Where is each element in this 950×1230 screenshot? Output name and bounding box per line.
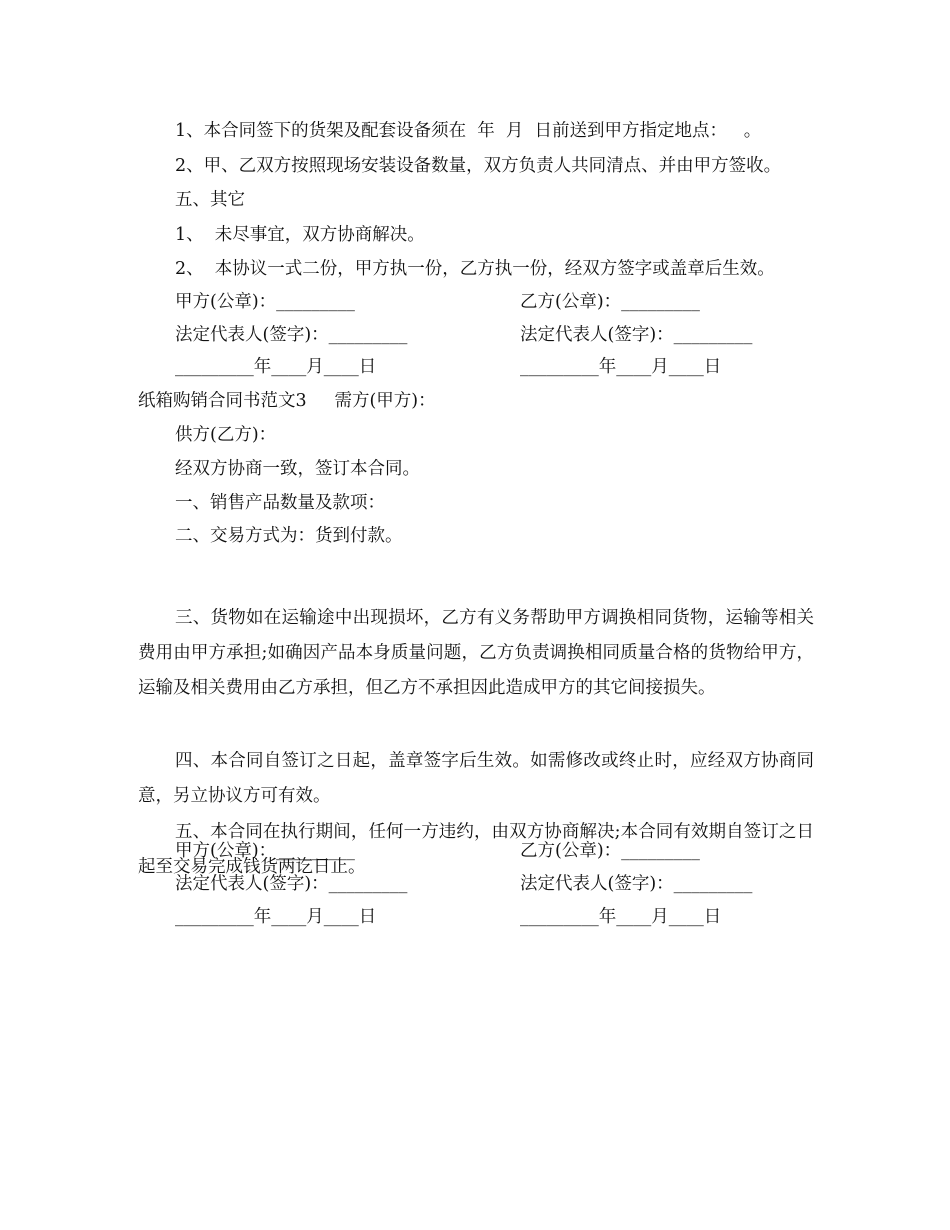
section-heading-other: 五、其它 [175, 190, 245, 210]
party-b-representative: 法定代表人(签字)：_________ [520, 325, 753, 345]
other-item-2: 2、 本协议一式二份，甲方执一份，乙方执一份，经双方签字或盖章后生效。 [175, 259, 775, 279]
clause-4: 四、本合同自签订之日起，盖章签字后生效。如需修改或终止时，应经双方协商同意，另立协议方可有效。 [138, 751, 814, 807]
intro-line: 经双方协商一致，签订本合同。 [175, 459, 420, 479]
clause-1: 一、销售产品数量及款项： [175, 493, 385, 513]
party-a-seal: 甲方(公章)：_________ [175, 292, 355, 312]
supplier-line: 供方(乙方)： [175, 425, 277, 445]
acceptance-clause: 2、甲、乙双方按照现场安装设备数量，双方负责人共同清点、并由甲方签收。 [175, 156, 782, 176]
party-a-date: _________年____月____日 [175, 357, 377, 377]
delivery-clause: 1、本合同签下的货架及配套设备须在 年 月 日前送到甲方指定地点： 。 [175, 121, 762, 141]
clause-5: 五、本合同在执行期间，任何一方违约，由双方协商解决;本合同有效期自签订之日起至交易完成钱货两讫日止。 [138, 822, 814, 878]
party-b-seal: 乙方(公章)：_________ [520, 841, 700, 861]
party-b-seal: 乙方(公章)：_________ [520, 292, 700, 312]
party-a-representative: 法定代表人(签字)：_________ [175, 325, 408, 345]
party-a-date: _________年____月____日 [175, 907, 377, 927]
party-b-representative: 法定代表人(签字)：_________ [520, 874, 753, 894]
clause-3: 三、货物如在运输途中出现损坏，乙方有义务帮助甲方调换相同货物，运输等相关费用由甲方承担;如确因产品本身质量问题，乙方负责调换相同质量合格的货物给甲方，运输及相关费用由乙方承担，但乙方不承担因此造成甲方的其它间接损失。 [138, 608, 814, 699]
party-a-representative: 法定代表人(签字)：_________ [175, 874, 408, 894]
party-a-seal: 甲方(公章)：_________ [175, 841, 355, 861]
clause-2: 二、交易方式为：货到付款。 [175, 526, 403, 546]
party-b-date: _________年____月____日 [520, 357, 722, 377]
other-item-1: 1、 未尽事宜，双方协商解决。 [175, 225, 425, 245]
contract3-title-line: 纸箱购销合同书范文3 需方(甲方)： [138, 391, 436, 411]
party-b-date: _________年____月____日 [520, 907, 722, 927]
